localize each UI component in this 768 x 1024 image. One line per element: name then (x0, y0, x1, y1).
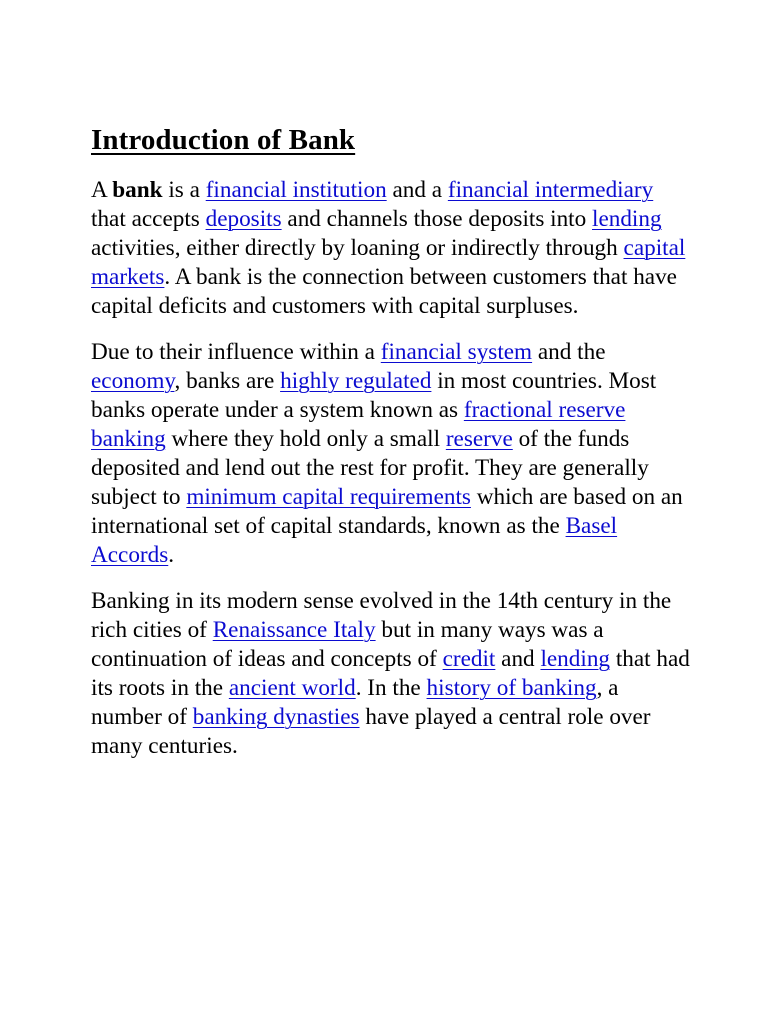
text-run: Due to their influence within a (91, 339, 381, 365)
text-run: A (91, 177, 113, 203)
text-run: and channels those deposits into (281, 206, 593, 232)
text-run: which are based on an international set of capital standards, known as the (91, 484, 683, 539)
page-title: Introduction of Bank (91, 124, 356, 156)
financial-institution-link[interactable]: financial institution (205, 177, 387, 203)
bank-term: bank (112, 177, 163, 203)
text-run: that had its roots in the (91, 646, 690, 701)
economy-link[interactable]: economy (91, 368, 175, 394)
text-run: have played a central role over many centuries. (91, 704, 651, 759)
text-run: of the funds deposited and lend out the rest for profit. They are generally subject to (91, 426, 649, 510)
basel-accords-link[interactable]: Basel Accords (91, 513, 618, 568)
text-run: , banks are (174, 368, 281, 394)
renaissance-italy-link[interactable]: Renaissance Italy (212, 617, 376, 643)
minimum-capital-requirements-link[interactable]: minimum capital requirements (186, 484, 471, 510)
credit-link[interactable]: credit (442, 646, 496, 672)
text-run: that accepts (91, 206, 206, 232)
reserve-link[interactable]: reserve (445, 426, 513, 452)
text-run: Banking in its modern sense evolved in the 14th century in the rich cities of (91, 588, 672, 643)
highly-regulated-link[interactable]: highly regulated (280, 368, 432, 394)
text-run: is a (162, 177, 206, 203)
text-run: but in many ways was a continuation of ideas and concepts of (91, 617, 604, 672)
text-run: . In the (355, 675, 427, 701)
banking-dynasties-link[interactable]: banking dynasties (192, 704, 360, 730)
paragraph-1 (91, 176, 691, 321)
text-run: activities, either directly by loaning or indirectly through (91, 235, 624, 261)
capital-markets-link[interactable]: capital markets (91, 235, 686, 290)
text-run: , a number of (91, 675, 619, 730)
fractional-reserve-banking-link[interactable]: fractional reserve banking (91, 397, 626, 452)
history-of-banking-link[interactable]: history of banking (426, 675, 597, 701)
lending-link-2[interactable]: lending (540, 646, 611, 672)
text-run: where they hold only a small (165, 426, 446, 452)
financial-system-link[interactable]: financial system (380, 339, 533, 365)
ancient-world-link[interactable]: ancient world (228, 675, 356, 701)
text-run: in most countries. Most banks operate under a system known as (91, 368, 657, 423)
text-run: and (495, 646, 541, 672)
text-run: . (168, 542, 175, 568)
document-body (91, 118, 691, 778)
paragraph-2 (91, 338, 691, 570)
paragraph-3 (91, 587, 691, 761)
financial-intermediary-link[interactable]: financial intermediary (447, 177, 654, 203)
deposits-link[interactable]: deposits (205, 206, 282, 232)
text-run: . A bank is the connection between customers that have capital deficits and customers with capital surpluses. (91, 264, 677, 319)
text-run: and the (532, 339, 606, 365)
lending-link[interactable]: lending (592, 206, 662, 232)
text-run: and a (386, 177, 448, 203)
